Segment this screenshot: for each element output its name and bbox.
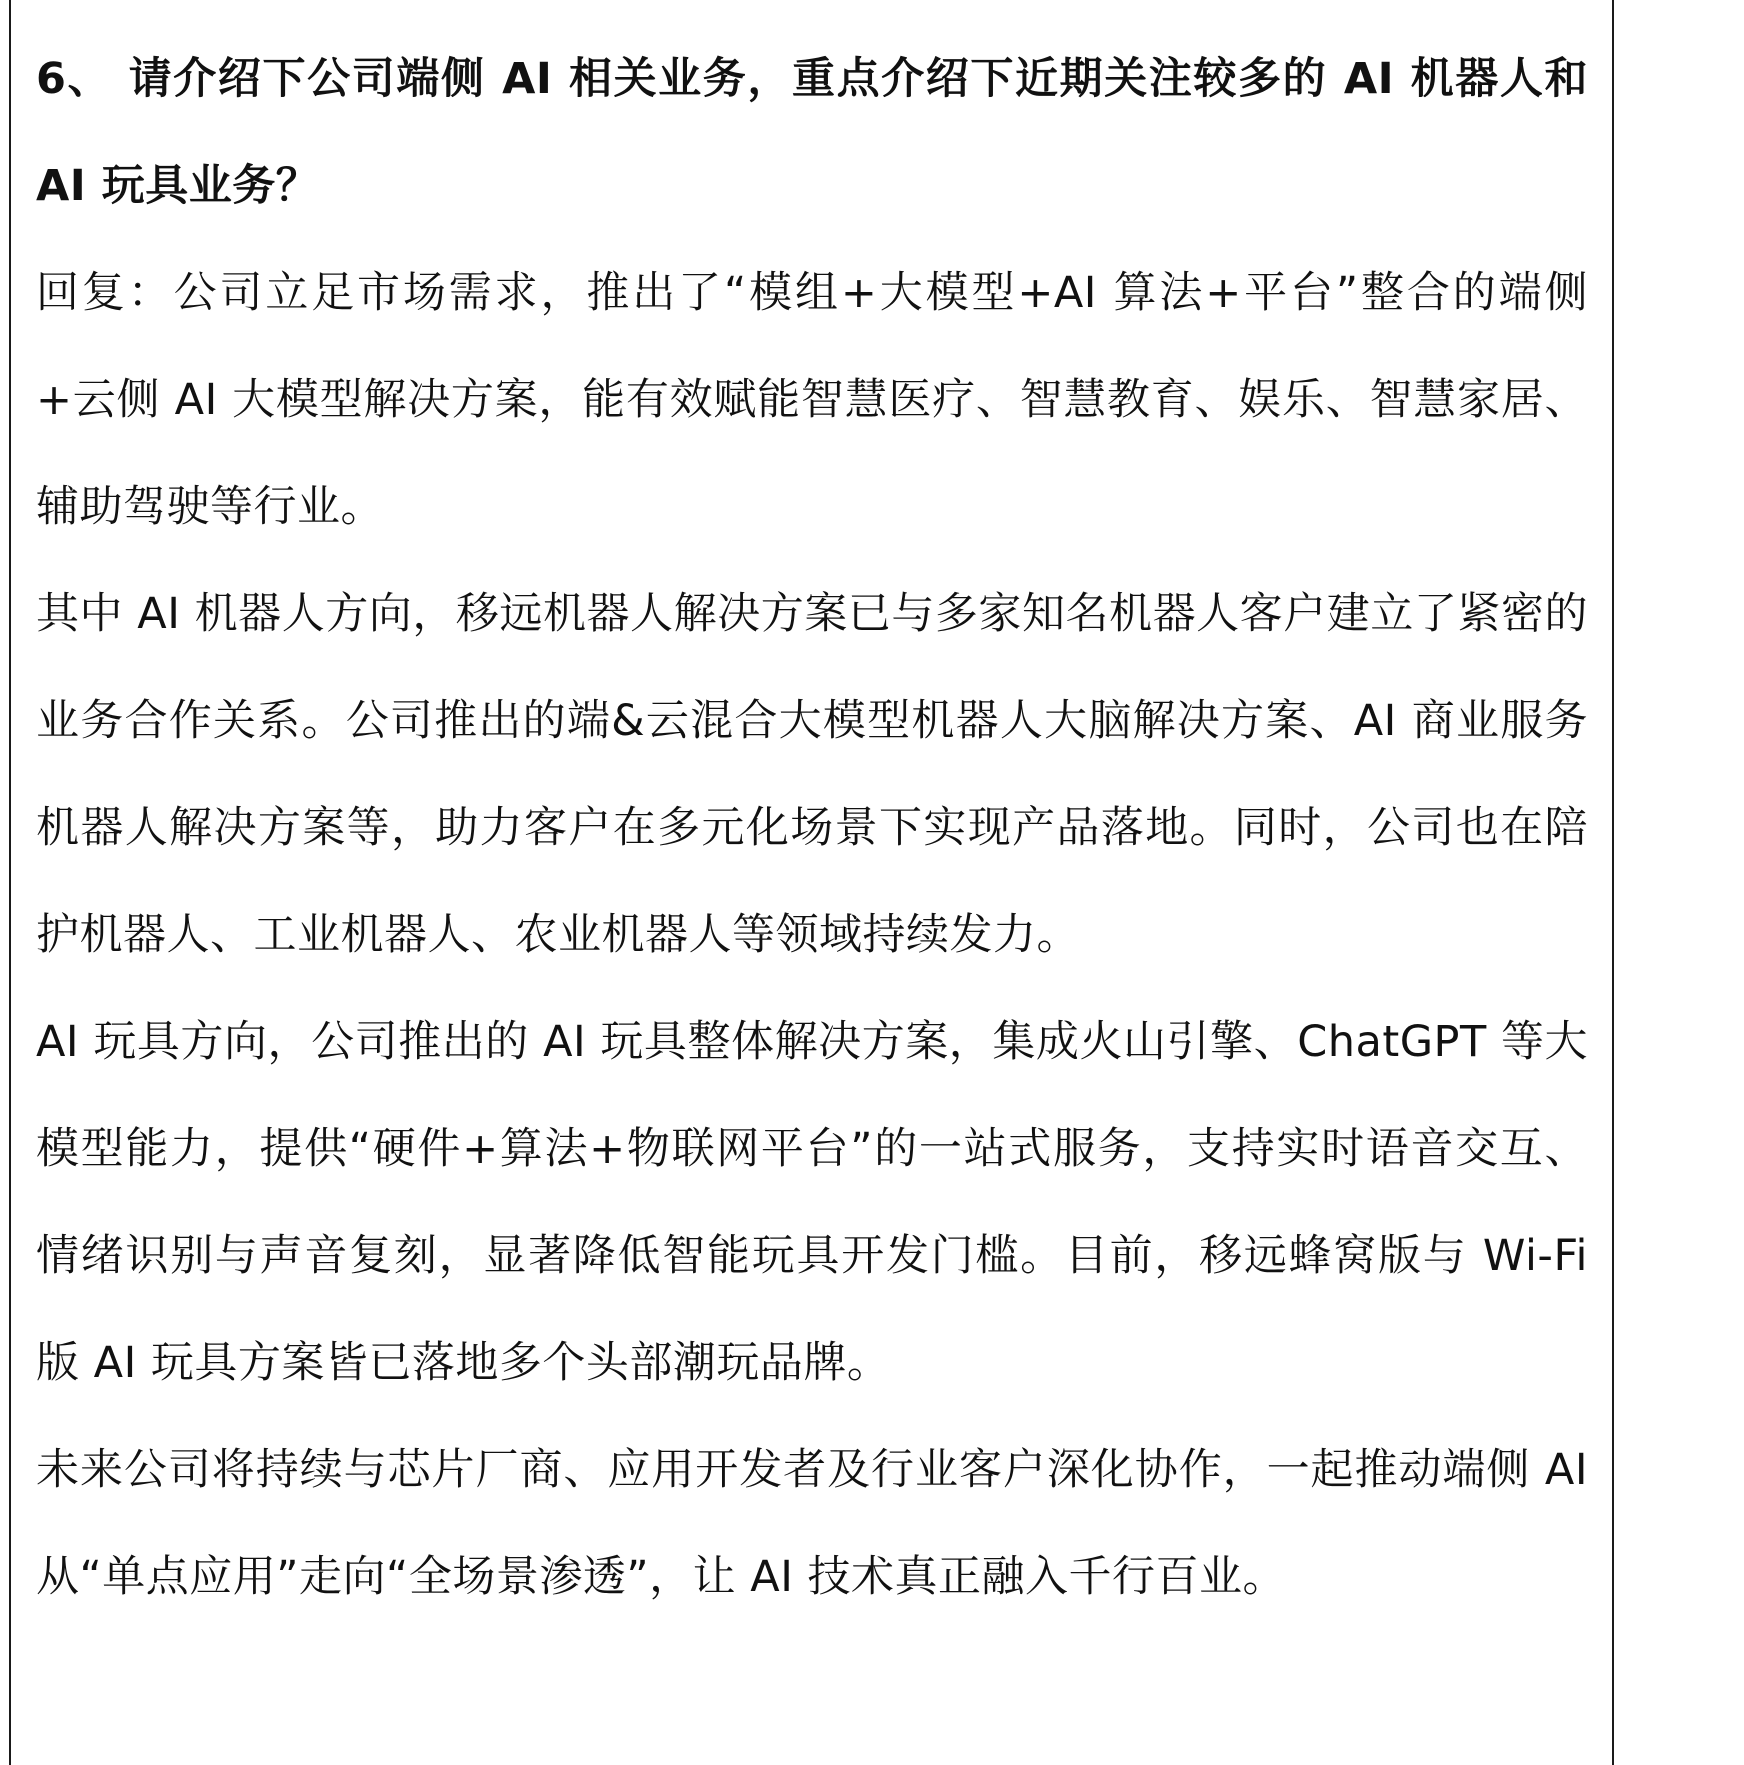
qa-section <box>36 26 1588 1631</box>
answer-paragraph-ai-toy: AI 玩具方向，公司推出的 AI 玩具整体解决方案，集成火山引擎、ChatGPT 等大模型能力，提供“硬件+算法+物联网平台”的一站式服务，支持实时语音交互、情绪识别与声音复刻，显著降低智能玩具开发门槛。目前，移远蜂窝版与 Wi-Fi 版 AI 玩具方案皆已落地多个头部潮玩品牌。 <box>36 1017 1588 1388</box>
answer-paragraph-1: 回复：公司立足市场需求，推出了“模组+大模型+AI 算法+平台”整合的端侧+云侧 AI 大模型解决方案，能有效赋能智慧医疗、智慧教育、娱乐、智慧家居、辅助驾驶等行业。 <box>36 268 1588 532</box>
question-heading: 6、 请介绍下公司端侧 AI 相关业务，重点介绍下近期关注较多的 AI 机器人和 AI 玩具业务？ <box>36 54 1588 211</box>
right-border-line <box>1612 0 1614 1765</box>
answer-paragraph-ai-robot: 其中 AI 机器人方向，移远机器人解决方案已与多家知名机器人客户建立了紧密的业务合作关系。公司推出的端&云混合大模型机器人大脑解决方案、AI 商业服务机器人解决方案等，助力客户在多元化场景下实现产品落地。同时，公司也在陪护机器人、工业机器人、农业机器人等领域持续发力。 <box>36 589 1588 960</box>
answer-paragraph-future: 未来公司将持续与芯片厂商、应用开发者及行业客户深化协作，一起推动端侧 AI 从“单点应用”走向“全场景渗透”，让 AI 技术真正融入千行百业。 <box>36 1445 1588 1602</box>
left-border-line <box>9 0 11 1765</box>
